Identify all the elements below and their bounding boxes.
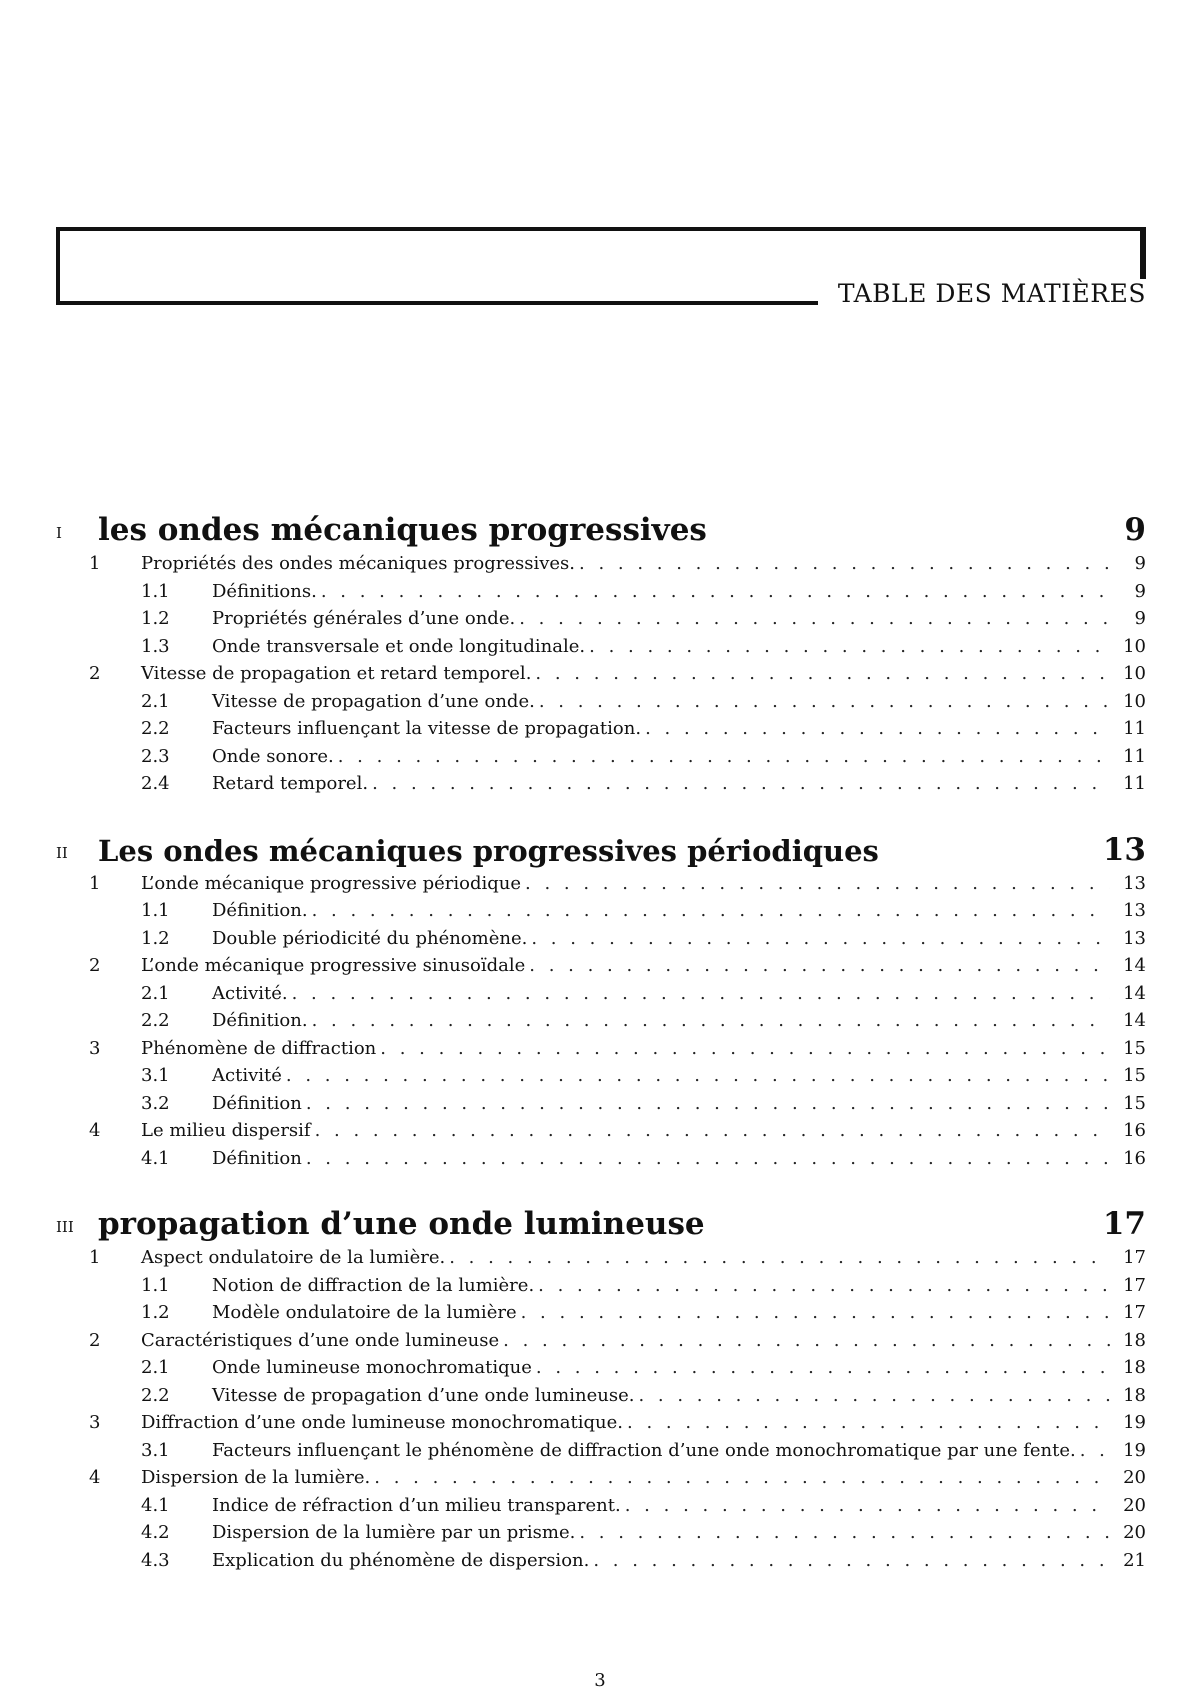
toc-subsection[interactable] xyxy=(56,578,1146,606)
dot-leader xyxy=(589,1547,1110,1575)
toc-part[interactable] xyxy=(56,500,1146,550)
dot-leader xyxy=(534,1272,1110,1300)
entry-title: Onde sonore. xyxy=(212,745,334,767)
entry-title: Onde transversale et onde longitudinale. xyxy=(212,635,586,657)
entry-page-number: 16 xyxy=(1123,1120,1146,1141)
entry-number: 1 xyxy=(89,872,101,894)
entry-title: Vitesse de propagation d’une onde lumineuse. xyxy=(212,1384,635,1406)
dot-leader xyxy=(521,870,1110,898)
entry-page-number: 15 xyxy=(1123,1092,1146,1114)
entry-page-number: 14 xyxy=(1123,955,1146,976)
dot-leader xyxy=(532,1354,1110,1382)
part-number: i xyxy=(56,519,62,544)
dot-leader xyxy=(527,925,1110,953)
entry-number: 4.1 xyxy=(141,1494,170,1516)
entry-title: L’onde mécanique progressive périodique xyxy=(141,872,521,894)
entry-number: 2.2 xyxy=(141,1384,170,1406)
entry-number: 1.1 xyxy=(141,900,170,921)
entry-number: 3 xyxy=(89,1037,101,1059)
entry-number: 2.1 xyxy=(141,1357,170,1378)
part-number: ii xyxy=(56,838,68,864)
entry-title: Activité xyxy=(212,1065,282,1086)
toc-section[interactable] xyxy=(56,1244,1146,1272)
entry-page-number: 10 xyxy=(1123,635,1146,657)
dot-leader xyxy=(575,550,1110,578)
entry-title: Indice de réfraction d’un milieu transparent. xyxy=(212,1494,621,1516)
toc-subsection[interactable] xyxy=(56,1299,1146,1327)
entry-page-number: 20 xyxy=(1123,1467,1146,1488)
entry-page-number: 18 xyxy=(1123,1329,1146,1351)
dot-leader xyxy=(302,1145,1110,1173)
entry-title: Caractéristiques d’une onde lumineuse xyxy=(141,1329,500,1351)
entry-title: Explication du phénomène de dispersion. xyxy=(212,1549,590,1571)
entry-page-number: 17 xyxy=(1123,1247,1146,1268)
toc-subsection[interactable] xyxy=(56,1492,1146,1520)
toc-subsection[interactable] xyxy=(56,688,1146,716)
entry-title: L’onde mécanique progressive sinusoïdale xyxy=(141,955,526,976)
dot-leader xyxy=(282,1062,1110,1090)
entry-page-number: 10 xyxy=(1123,690,1146,712)
frame-rule-left xyxy=(56,227,60,305)
entry-title: Facteurs influençant la vitesse de propagation. xyxy=(212,718,642,739)
entry-page-number: 15 xyxy=(1123,1065,1146,1086)
dot-leader xyxy=(634,1382,1110,1410)
part-title: Les ondes mécaniques progressives périodiques xyxy=(98,833,879,868)
toc-subsection[interactable] xyxy=(56,897,1146,925)
entry-number: 4 xyxy=(89,1120,101,1141)
entry-title: Dispersion de la lumière. xyxy=(141,1467,371,1488)
page-title: TABLE DES MATIÈRES xyxy=(837,279,1146,308)
entry-title: Dispersion de la lumière par un prisme. xyxy=(212,1522,576,1543)
toc-section[interactable] xyxy=(56,1117,1146,1145)
toc-section[interactable] xyxy=(56,660,1146,688)
toc-section[interactable] xyxy=(56,1409,1146,1437)
entry-title: Phénomène de diffraction xyxy=(141,1037,377,1059)
entry-number: 3 xyxy=(89,1412,101,1433)
entry-number: 4.2 xyxy=(141,1522,170,1543)
table-of-contents xyxy=(56,500,1146,1574)
toc-subsection[interactable] xyxy=(56,1519,1146,1547)
entry-title: Retard temporel. xyxy=(212,773,369,794)
part-title: propagation d’une onde lumineuse xyxy=(98,1206,705,1242)
frame-rule-right xyxy=(1140,227,1146,279)
toc-subsection[interactable] xyxy=(56,1272,1146,1300)
toc-subsection[interactable] xyxy=(56,743,1146,771)
entry-page-number: 13 xyxy=(1123,927,1146,949)
toc-subsection[interactable] xyxy=(56,633,1146,661)
entry-number: 1.3 xyxy=(141,635,170,657)
toc-subsection[interactable] xyxy=(56,1437,1146,1465)
entry-title: Diffraction d’une onde lumineuse monochromatique. xyxy=(141,1412,624,1433)
dot-leader xyxy=(334,743,1110,771)
entry-page-number: 13 xyxy=(1123,872,1146,894)
entry-number: 1.2 xyxy=(141,608,170,629)
entry-page-number: 21 xyxy=(1123,1549,1146,1571)
dot-leader xyxy=(525,952,1110,980)
dot-leader xyxy=(531,660,1110,688)
toc-subsection[interactable] xyxy=(56,770,1146,798)
toc-subsection[interactable] xyxy=(56,980,1146,1008)
dot-leader xyxy=(621,1492,1110,1520)
toc-section[interactable] xyxy=(56,550,1146,578)
entry-title: Propriétés générales d’une onde. xyxy=(212,608,516,629)
dot-leader xyxy=(288,980,1110,1008)
entry-number: 1.1 xyxy=(141,580,170,602)
entry-title: Aspect ondulatoire de la lumière. xyxy=(141,1247,446,1268)
entry-title: Définition. xyxy=(212,1010,308,1031)
entry-page-number: 14 xyxy=(1123,982,1146,1004)
entry-page-number: 15 xyxy=(1123,1037,1146,1059)
entry-page-number: 16 xyxy=(1123,1147,1146,1169)
entry-number: 2.1 xyxy=(141,690,170,712)
dot-leader xyxy=(517,1299,1110,1327)
toc-subsection[interactable] xyxy=(56,925,1146,953)
entry-number: 2 xyxy=(89,1329,101,1351)
entry-title: Le milieu dispersif xyxy=(141,1120,311,1141)
entry-page-number: 20 xyxy=(1123,1494,1146,1516)
dot-leader xyxy=(317,578,1110,606)
dot-leader xyxy=(641,715,1110,743)
entry-page-number: 11 xyxy=(1123,745,1146,767)
entry-page-number: 9 xyxy=(1134,580,1146,602)
entry-title: Modèle ondulatoire de la lumière xyxy=(212,1302,517,1323)
dot-leader xyxy=(302,1090,1110,1118)
entry-number: 1 xyxy=(89,1247,101,1268)
entry-title: Facteurs influençant le phénomène de diffraction d’une onde monochromatique par une fente. xyxy=(212,1439,1076,1461)
dot-leader xyxy=(445,1244,1110,1272)
entry-page-number: 20 xyxy=(1123,1522,1146,1543)
entry-number: 2.2 xyxy=(141,718,170,739)
dot-leader xyxy=(308,897,1110,925)
dot-leader xyxy=(308,1007,1110,1035)
entry-number: 4 xyxy=(89,1467,101,1488)
entry-page-number: 19 xyxy=(1123,1412,1146,1433)
entry-page-number: 11 xyxy=(1123,773,1146,794)
page-number: 3 xyxy=(594,1670,606,1691)
part-number: iii xyxy=(56,1213,74,1238)
entry-number: 2.3 xyxy=(141,745,170,767)
chapter-title-frame xyxy=(56,227,1146,308)
dot-leader xyxy=(535,688,1110,716)
toc-subsection[interactable] xyxy=(56,1382,1146,1410)
dot-leader xyxy=(515,605,1110,633)
frame-rule-top xyxy=(56,227,1146,231)
toc-part[interactable] xyxy=(56,820,1146,870)
entry-number: 1.2 xyxy=(141,927,170,949)
dot-leader xyxy=(585,633,1110,661)
part-page-number: 13 xyxy=(1102,831,1146,868)
dot-leader xyxy=(311,1117,1110,1145)
toc-subsection[interactable] xyxy=(56,1354,1146,1382)
entry-title: Définition. xyxy=(212,900,308,921)
dot-leader xyxy=(1076,1437,1110,1465)
entry-number: 3.1 xyxy=(141,1065,170,1086)
toc-part[interactable] xyxy=(56,1194,1146,1244)
entry-number: 3.1 xyxy=(141,1439,170,1461)
entry-number: 1.2 xyxy=(141,1302,170,1323)
entry-number: 2.4 xyxy=(141,773,170,794)
toc-section[interactable] xyxy=(56,952,1146,980)
dot-leader xyxy=(623,1409,1110,1437)
entry-page-number: 10 xyxy=(1123,663,1146,684)
entry-title: Définitions. xyxy=(212,580,317,602)
entry-title: Activité. xyxy=(212,982,288,1004)
toc-subsection[interactable] xyxy=(56,1090,1146,1118)
dot-leader xyxy=(376,1035,1110,1063)
toc-subsection[interactable] xyxy=(56,605,1146,633)
entry-page-number: 18 xyxy=(1123,1384,1146,1406)
entry-number: 2 xyxy=(89,663,101,684)
entry-number: 2.1 xyxy=(141,982,170,1004)
dot-leader xyxy=(575,1519,1110,1547)
entry-page-number: 19 xyxy=(1123,1439,1146,1461)
entry-page-number: 17 xyxy=(1123,1302,1146,1323)
entry-page-number: 13 xyxy=(1123,900,1146,921)
toc-subsection[interactable] xyxy=(56,1145,1146,1173)
entry-title: Propriétés des ondes mécaniques progressives. xyxy=(141,553,575,574)
entry-title: Double périodicité du phénomène. xyxy=(212,927,528,949)
entry-number: 4.3 xyxy=(141,1549,170,1571)
entry-page-number: 14 xyxy=(1123,1010,1146,1031)
entry-number: 3.2 xyxy=(141,1092,170,1114)
toc-section[interactable] xyxy=(56,1464,1146,1492)
entry-title: Définition xyxy=(212,1147,302,1169)
entry-number: 2.2 xyxy=(141,1010,170,1031)
entry-number: 1.1 xyxy=(141,1274,170,1296)
toc-subsection[interactable] xyxy=(56,1062,1146,1090)
toc-section[interactable] xyxy=(56,870,1146,898)
entry-number: 1 xyxy=(89,553,101,574)
entry-title: Vitesse de propagation d’une onde. xyxy=(212,690,535,712)
part-page-number: 17 xyxy=(1102,1206,1146,1242)
entry-page-number: 9 xyxy=(1134,553,1146,574)
entry-number: 2 xyxy=(89,955,101,976)
dot-leader xyxy=(370,1464,1110,1492)
part-title: les ondes mécaniques progressives xyxy=(98,512,707,548)
dot-leader xyxy=(368,770,1110,798)
toc-subsection[interactable] xyxy=(56,1007,1146,1035)
entry-page-number: 17 xyxy=(1123,1274,1146,1296)
dot-leader xyxy=(499,1327,1110,1355)
entry-title: Vitesse de propagation et retard temporel. xyxy=(141,663,532,684)
toc-section[interactable] xyxy=(56,1035,1146,1063)
toc-subsection[interactable] xyxy=(56,1547,1146,1575)
entry-number: 4.1 xyxy=(141,1147,170,1169)
frame-rule-bottom xyxy=(56,301,818,305)
entry-title: Notion de diffraction de la lumière. xyxy=(212,1274,535,1296)
entry-page-number: 11 xyxy=(1123,718,1146,739)
entry-page-number: 18 xyxy=(1123,1357,1146,1378)
entry-page-number: 9 xyxy=(1134,608,1146,629)
toc-subsection[interactable] xyxy=(56,715,1146,743)
entry-title: Définition xyxy=(212,1092,302,1114)
entry-title: Onde lumineuse monochromatique xyxy=(212,1357,532,1378)
toc-section[interactable] xyxy=(56,1327,1146,1355)
part-page-number: 9 xyxy=(1124,512,1146,548)
